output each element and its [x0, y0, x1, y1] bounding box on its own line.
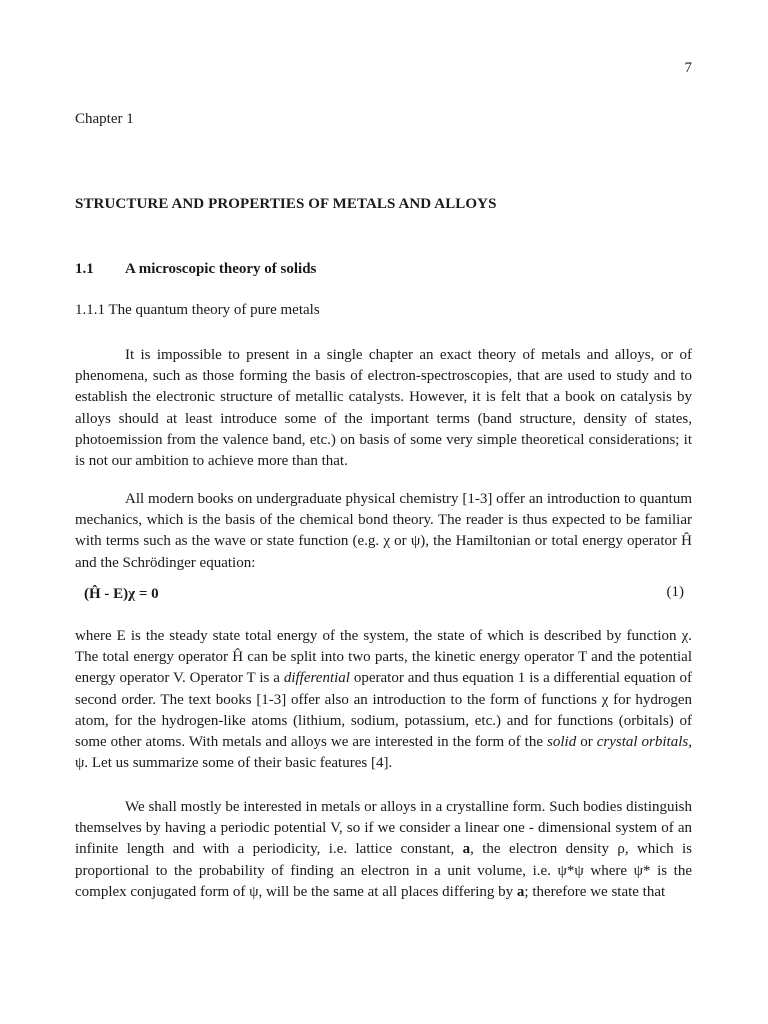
emphasis-differential: differential — [283, 670, 350, 687]
section-heading — [75, 261, 316, 278]
text-run: , the electron density ρ, which is proportional to the probability of finding an electron in a unit volume, i.e. ψ*ψ where ψ* is the complex conjugated form of ψ, will be the same at all places differing by — [75, 841, 692, 900]
equation-schrodinger: (Ĥ - E)χ = 0 — [84, 586, 159, 602]
text-run: or — [576, 734, 597, 751]
subsection-heading: 1.1.1 The quantum theory of pure metals — [75, 302, 320, 318]
emphasis-solid: solid — [547, 734, 577, 751]
text-run: ; therefore we state that — [524, 883, 666, 900]
paragraph-crystalline-form — [75, 797, 692, 903]
chapter-title: STRUCTURE AND PROPERTIES OF METALS AND ALLOYS — [75, 196, 497, 212]
bold-lattice-constant: a — [462, 841, 471, 858]
text-run: We shall mostly be interested in metals or alloys in a crystalline form. Such bodies distinguish themselves by having a periodic potential V, so if we consider a linear one - dimensional system of an infinite length and with a periodicity, i.e. lattice constant, — [75, 799, 692, 858]
paragraph-intro: It is impossible to present in a single chapter an exact theory of metals and alloys, or of phenomena, such as those forming the basis of electron-spectroscopies, that are used to study and to establish the electronic structure of metallic catalysts. However, it is felt that a book on catalysis by alloys should at least introduce some of the important terms (band structure, density of states, photoemission from the valence band, etc.) on basis of some very simple theoretical considerations; it is not our ambition to achieve more than that. — [75, 347, 692, 470]
paragraph-energy-operator — [75, 626, 692, 774]
text-run: , ψ. Let us summarize some of their basic features [4]. — [75, 734, 692, 772]
section-title: A microscopic theory of solids — [125, 261, 317, 277]
equation-number: (1) — [666, 584, 684, 600]
text-run: operator and thus equation 1 is a differential equation of second order. The text books [1-3] offer also an introduction to the form of functions χ for hydrogen atom, for the hydrogen-like atoms (lithium, sodium, potassium, etc.) and for functions (orbitals) of some other atoms. With metals and alloys we are interested in the form of the — [75, 670, 692, 751]
chapter-label: Chapter 1 — [75, 111, 134, 127]
bold-lattice-constant: a — [516, 883, 525, 900]
paragraph-quantum-mechanics: All modern books on undergraduate physical chemistry [1-3] offer an introduction to quantum mechanics, which is the basis of the chemical bond theory. The reader is thus expected to be familiar with terms such as the wave or state function (e.g. χ or ψ), the Hamiltonian or total energy operator Ĥ and the Schrödinger equation: — [75, 491, 692, 571]
emphasis-crystal-orbitals: crystal orbitals — [596, 734, 689, 751]
page-number: 7 — [684, 60, 692, 76]
section-number: 1.1 — [75, 261, 94, 277]
text-run: where E is the steady state total energy of the system, the state of which is described by function χ. The total energy operator Ĥ can be split into two parts, the kinetic energy operator T and the potential energy operator V. Operator T is a — [75, 628, 692, 687]
